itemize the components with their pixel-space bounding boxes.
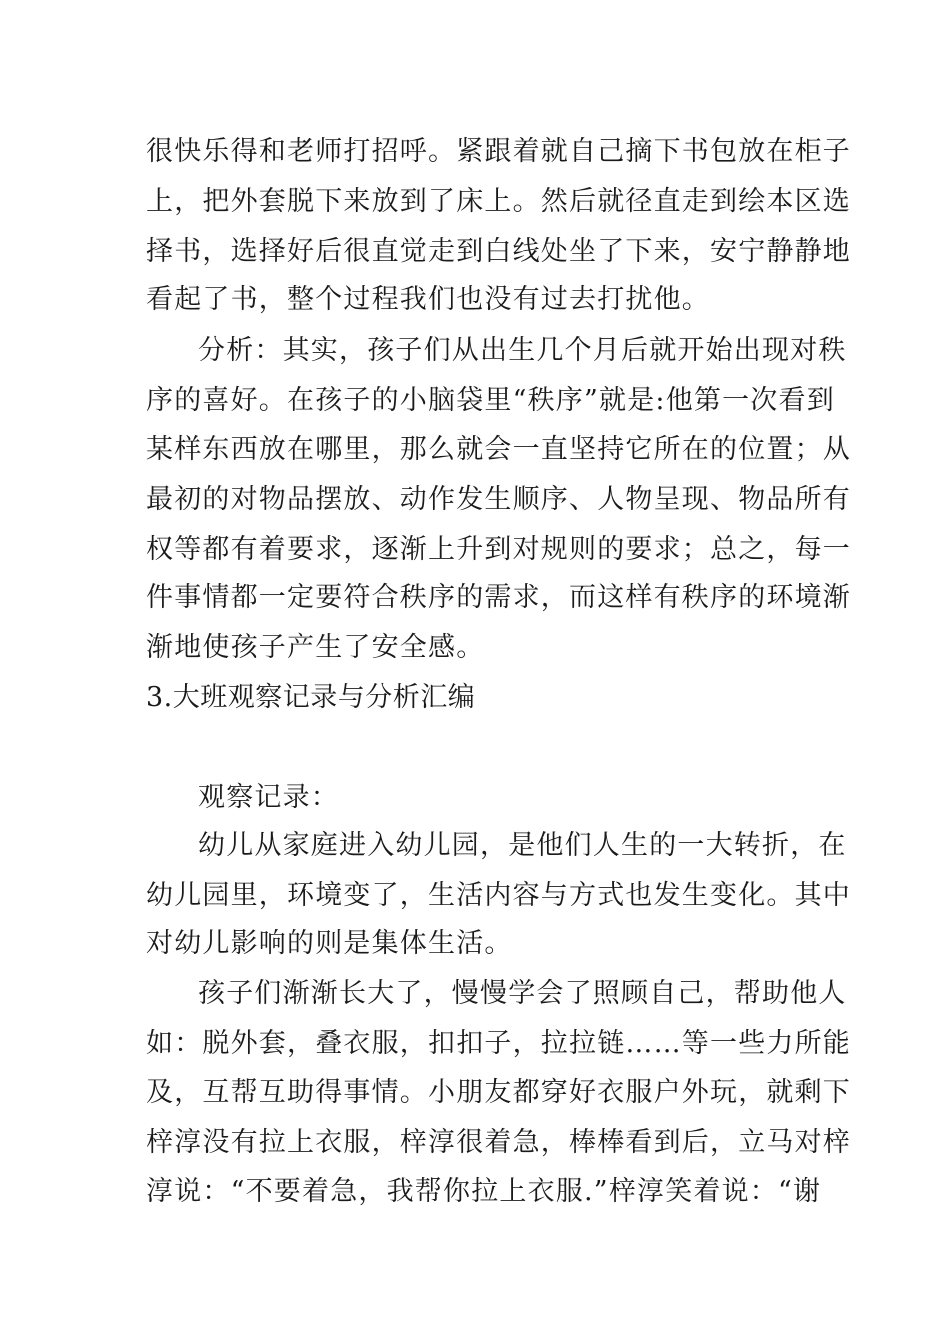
text-line: 及，互帮互助得事情。小朋友都穿好衣服户外玩，就剩下 [146,1077,851,1108]
text-line: 渐地使孩子产生了安全感。 [146,632,485,663]
analysis-paragraph-start: 分析：其实，孩子们从出生几个月后就开始出现对秩 [198,335,847,366]
section-heading: 3.大班观察记录与分析汇编 [146,682,476,713]
text-line: 序的喜好。在孩子的小脑袋里“秩序”就是:他第一次看到 [146,385,835,416]
paragraph-start: 幼儿从家庭进入幼儿园，是他们人生的一大转折，在 [198,830,847,861]
text-line: 对幼儿影响的则是集体生活。 [146,928,513,959]
text-line: 如：脱外套，叠衣服，扣扣子，拉拉链……等一些力所能 [146,1028,851,1059]
text-line: 上，把外套脱下来放到了床上。然后就径直走到绘本区选 [146,186,851,217]
text-line: 权等都有着要求，逐渐上升到对规则的要求；总之，每一 [146,534,851,565]
observation-label: 观察记录： [198,782,339,813]
text-line: 很快乐得和老师打招呼。紧跟着就自己摘下书包放在柜子 [146,136,851,167]
text-line: 梓淳没有拉上衣服，梓淳很着急，棒棒看到后，立马对梓 [146,1127,851,1158]
text-line: 看起了书，整个过程我们也没有过去打扰他。 [146,284,710,315]
text-line: 淳说：“不要着急，我帮你拉上衣服.”梓淳笑着说：“谢 [146,1176,822,1207]
text-line: 幼儿园里，环境变了，生活内容与方式也发生变化。其中 [146,880,851,911]
text-line: 最初的对物品摆放、动作发生顺序、人物呈现、物品所有 [146,484,851,515]
paragraph-start: 孩子们渐渐长大了，慢慢学会了照顾自己，帮助他人 [198,978,847,1009]
text-line: 件事情都一定要符合秩序的需求，而这样有秩序的环境渐 [146,582,851,613]
text-line: 择书，选择好后很直觉走到白线处坐了下来，安宁静静地 [146,236,851,267]
text-line: 某样东西放在哪里，那么就会一直坚持它所在的位置；从 [146,434,851,465]
